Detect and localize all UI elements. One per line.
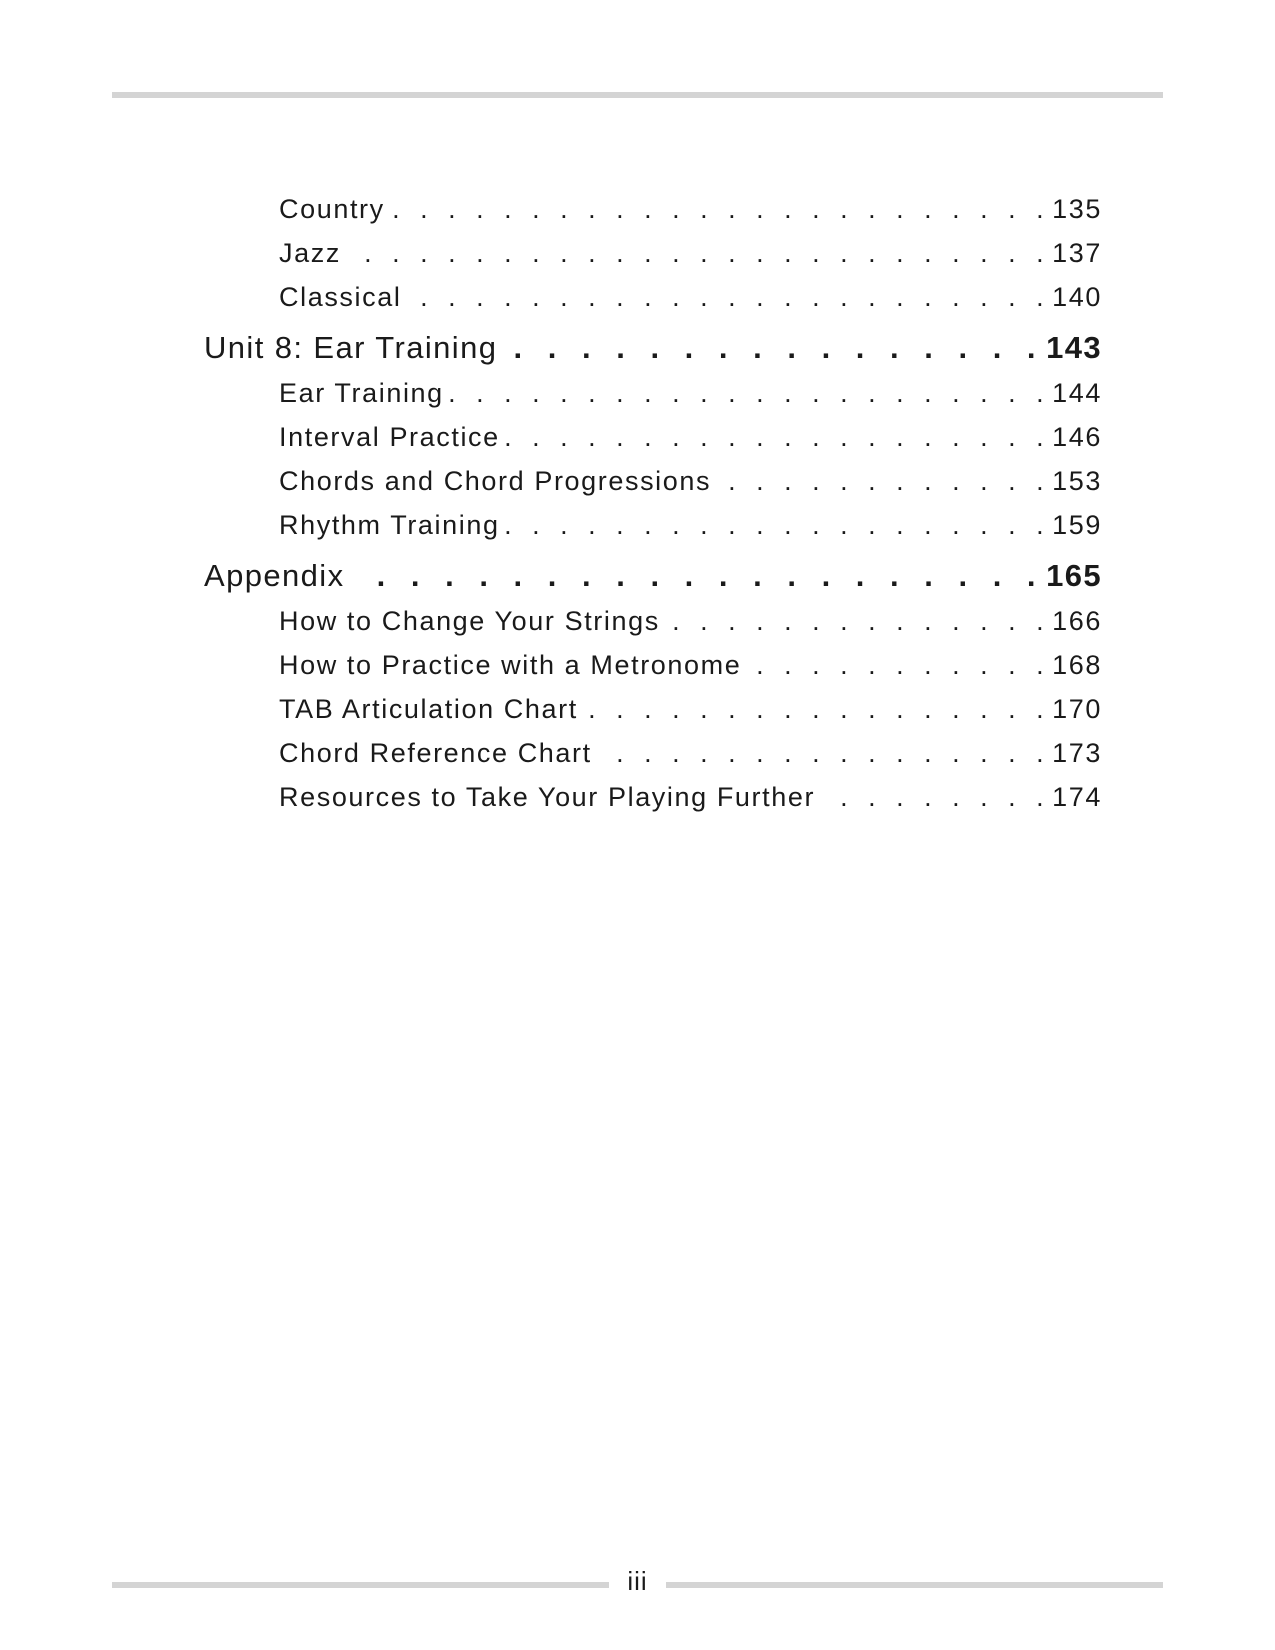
toc-entry-page: 166	[1052, 606, 1102, 636]
toc-entry-page: 170	[1052, 694, 1102, 724]
footer-rule-left	[112, 1582, 609, 1588]
dot-leader	[717, 466, 1050, 497]
toc-entry-page: 174	[1052, 782, 1102, 812]
toc-entry-interval-practice[interactable]	[279, 422, 1102, 466]
toc-entry-tab-articulation[interactable]	[279, 694, 1102, 738]
toc-entry-chord-reference[interactable]	[279, 738, 1102, 782]
dot-leader	[450, 378, 1050, 409]
dot-leader	[584, 694, 1050, 725]
toc-entry-title: TAB Articulation Chart	[279, 694, 578, 724]
page-number: iii	[627, 1566, 648, 1596]
toc-unit-page: 143	[1046, 330, 1102, 365]
toc-entry-title: Chords and Chord Progressions	[279, 466, 712, 496]
toc-entry-page: 140	[1052, 282, 1102, 312]
toc-entry-page: 168	[1052, 650, 1102, 680]
toc-entry-title: How to Practice with a Metronome	[279, 650, 742, 680]
toc-entry-title: Country	[279, 194, 385, 224]
footer-rule-right	[666, 1582, 1163, 1588]
toc-entry-jazz[interactable]	[279, 238, 1102, 282]
toc-entry-page: 173	[1052, 738, 1102, 768]
toc-entry-page: 153	[1052, 466, 1102, 496]
dot-leader	[350, 558, 1044, 594]
toc-entry-page: 159	[1052, 510, 1102, 540]
dot-leader	[347, 238, 1050, 269]
toc-unit-title: Appendix	[204, 558, 345, 593]
toc-entry-metronome[interactable]	[279, 650, 1102, 694]
toc-entry-chords-progressions[interactable]	[279, 466, 1102, 510]
toc-entry-resources[interactable]	[279, 782, 1102, 826]
dot-leader	[666, 606, 1050, 637]
toc-entry-page: 137	[1052, 238, 1102, 268]
toc-unit-ear-training[interactable]	[204, 330, 1102, 380]
toc-entry-title: Chord Reference Chart	[279, 738, 592, 768]
toc-unit-page: 165	[1046, 558, 1102, 593]
toc-entry-page: 135	[1052, 194, 1102, 224]
dot-leader	[821, 782, 1050, 813]
toc-entry-title: Rhythm Training	[279, 510, 500, 540]
toc-entry-rhythm-training[interactable]	[279, 510, 1102, 554]
toc-entry-page: 144	[1052, 378, 1102, 408]
toc-entry-ear-training[interactable]	[279, 378, 1102, 422]
header-rule	[112, 92, 1163, 98]
toc-unit-title: Unit 8: Ear Training	[204, 330, 498, 365]
toc-entry-title: Ear Training	[279, 378, 444, 408]
dot-leader	[506, 510, 1051, 541]
toc-entry-title: Interval Practice	[279, 422, 500, 452]
toc-unit-appendix[interactable]	[204, 558, 1102, 608]
table-of-contents	[0, 194, 1275, 826]
dot-leader	[506, 422, 1050, 453]
toc-entry-title: Classical	[279, 282, 402, 312]
toc-entry-title: Resources to Take Your Playing Further	[279, 782, 816, 812]
dot-leader	[407, 282, 1050, 313]
dot-leader	[503, 330, 1044, 366]
toc-entry-page: 146	[1052, 422, 1102, 452]
toc-entry-change-strings[interactable]	[279, 606, 1102, 650]
toc-entry-classical[interactable]	[279, 282, 1102, 326]
toc-entry-title: How to Change Your Strings	[279, 606, 660, 636]
toc-entry-title: Jazz	[279, 238, 341, 268]
dot-leader	[747, 650, 1050, 681]
dot-leader	[598, 738, 1050, 769]
toc-entry-country[interactable]	[279, 194, 1102, 238]
dot-leader	[391, 194, 1050, 225]
